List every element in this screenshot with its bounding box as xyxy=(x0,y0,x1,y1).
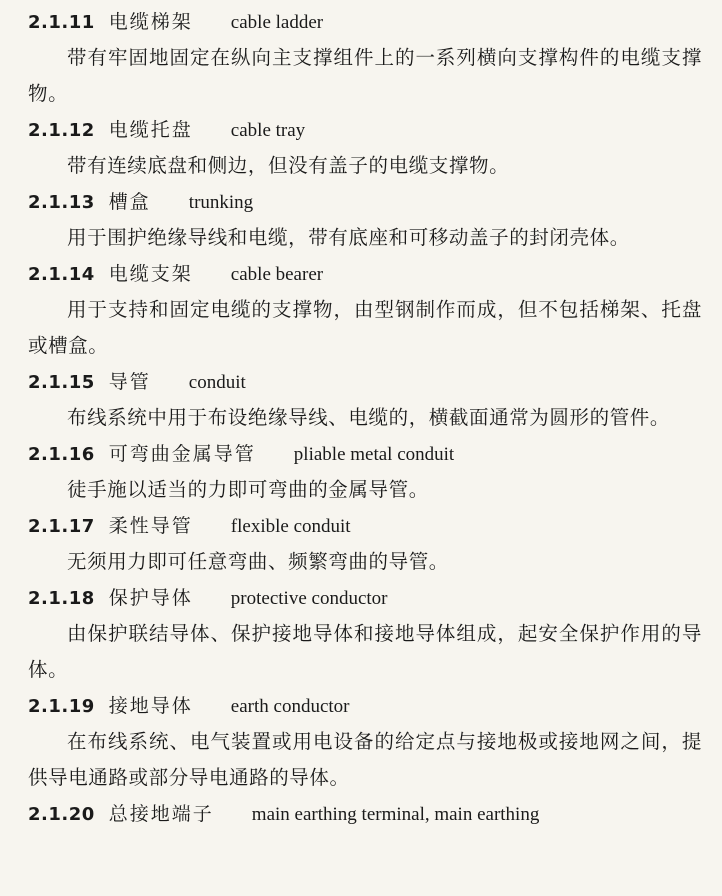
term-entry xyxy=(28,184,702,256)
term-heading xyxy=(28,796,702,832)
term-chinese: 电缆梯架 xyxy=(108,11,193,33)
term-number: 2.1.14 xyxy=(28,264,95,285)
term-heading xyxy=(28,688,702,724)
term-heading xyxy=(28,580,702,616)
term-english: cable bearer xyxy=(230,264,324,285)
term-chinese: 可弯曲金属导管 xyxy=(108,443,256,465)
term-number: 2.1.19 xyxy=(28,696,95,717)
term-chinese: 电缆支架 xyxy=(108,263,193,285)
term-entry xyxy=(28,436,702,508)
term-definition: 用于支持和固定电缆的支撑物，由型钢制作而成，但不包括梯架、托盘或槽盒。 xyxy=(28,298,702,357)
term-entry xyxy=(28,580,702,688)
term-heading xyxy=(28,184,702,220)
term-definition: 无须用力即可任意弯曲、频繁弯曲的导管。 xyxy=(67,550,449,573)
term-heading xyxy=(28,4,702,40)
term-heading xyxy=(28,364,702,400)
term-entry xyxy=(28,364,702,436)
term-number: 2.1.15 xyxy=(28,372,95,393)
term-chinese: 保护导体 xyxy=(108,587,193,609)
term-english: cable ladder xyxy=(230,12,324,33)
term-entry xyxy=(28,688,702,796)
term-entry xyxy=(28,508,702,580)
term-entry xyxy=(28,256,702,364)
term-english: protective conductor xyxy=(230,588,388,609)
term-heading xyxy=(28,256,702,292)
term-english: cable tray xyxy=(230,120,306,141)
term-english: trunking xyxy=(188,192,254,213)
term-chinese: 接地导体 xyxy=(108,695,193,717)
term-english: earth conductor xyxy=(230,696,350,717)
term-number: 2.1.12 xyxy=(28,120,95,141)
term-heading xyxy=(28,436,702,472)
term-number: 2.1.16 xyxy=(28,444,95,465)
term-definition: 在布线系统、电气装置或用电设备的给定点与接地极或接地网之间，提供导电通路或部分导电通路的导体。 xyxy=(28,730,702,789)
term-heading xyxy=(28,508,702,544)
term-entry xyxy=(28,796,702,832)
term-definition: 用于围护绝缘导线和电缆，带有底座和可移动盖子的封闭壳体。 xyxy=(67,226,630,249)
term-number: 2.1.18 xyxy=(28,588,95,609)
term-english: flexible conduit xyxy=(230,516,351,537)
term-chinese: 电缆托盘 xyxy=(108,119,193,141)
term-chinese: 槽盒 xyxy=(108,191,151,213)
term-english: conduit xyxy=(188,372,246,393)
term-definition: 带有连续底盘和侧边，但没有盖子的电缆支撑物。 xyxy=(67,154,510,177)
term-definition: 带有牢固地固定在纵向主支撑组件上的一系列横向支撑构件的电缆支撑物。 xyxy=(28,46,702,105)
term-number: 2.1.13 xyxy=(28,192,95,213)
term-chinese: 柔性导管 xyxy=(108,515,193,537)
term-entry xyxy=(28,4,702,112)
term-number: 2.1.11 xyxy=(28,12,95,33)
term-entry xyxy=(28,112,702,184)
term-definition: 由保护联结导体、保护接地导体和接地导体组成，起安全保护作用的导体。 xyxy=(28,622,702,681)
term-chinese: 导管 xyxy=(108,371,151,393)
term-heading xyxy=(28,112,702,148)
term-english: main earthing terminal, main earthing xyxy=(251,804,540,825)
term-english: pliable metal conduit xyxy=(293,444,455,465)
term-number: 2.1.17 xyxy=(28,516,95,537)
term-number: 2.1.20 xyxy=(28,804,95,825)
term-chinese: 总接地端子 xyxy=(108,803,214,825)
term-definition: 布线系统中用于布设绝缘导线、电缆的，横截面通常为圆形的管件。 xyxy=(67,406,671,429)
term-definition: 徒手施以适当的力即可弯曲的金属导管。 xyxy=(67,478,429,501)
